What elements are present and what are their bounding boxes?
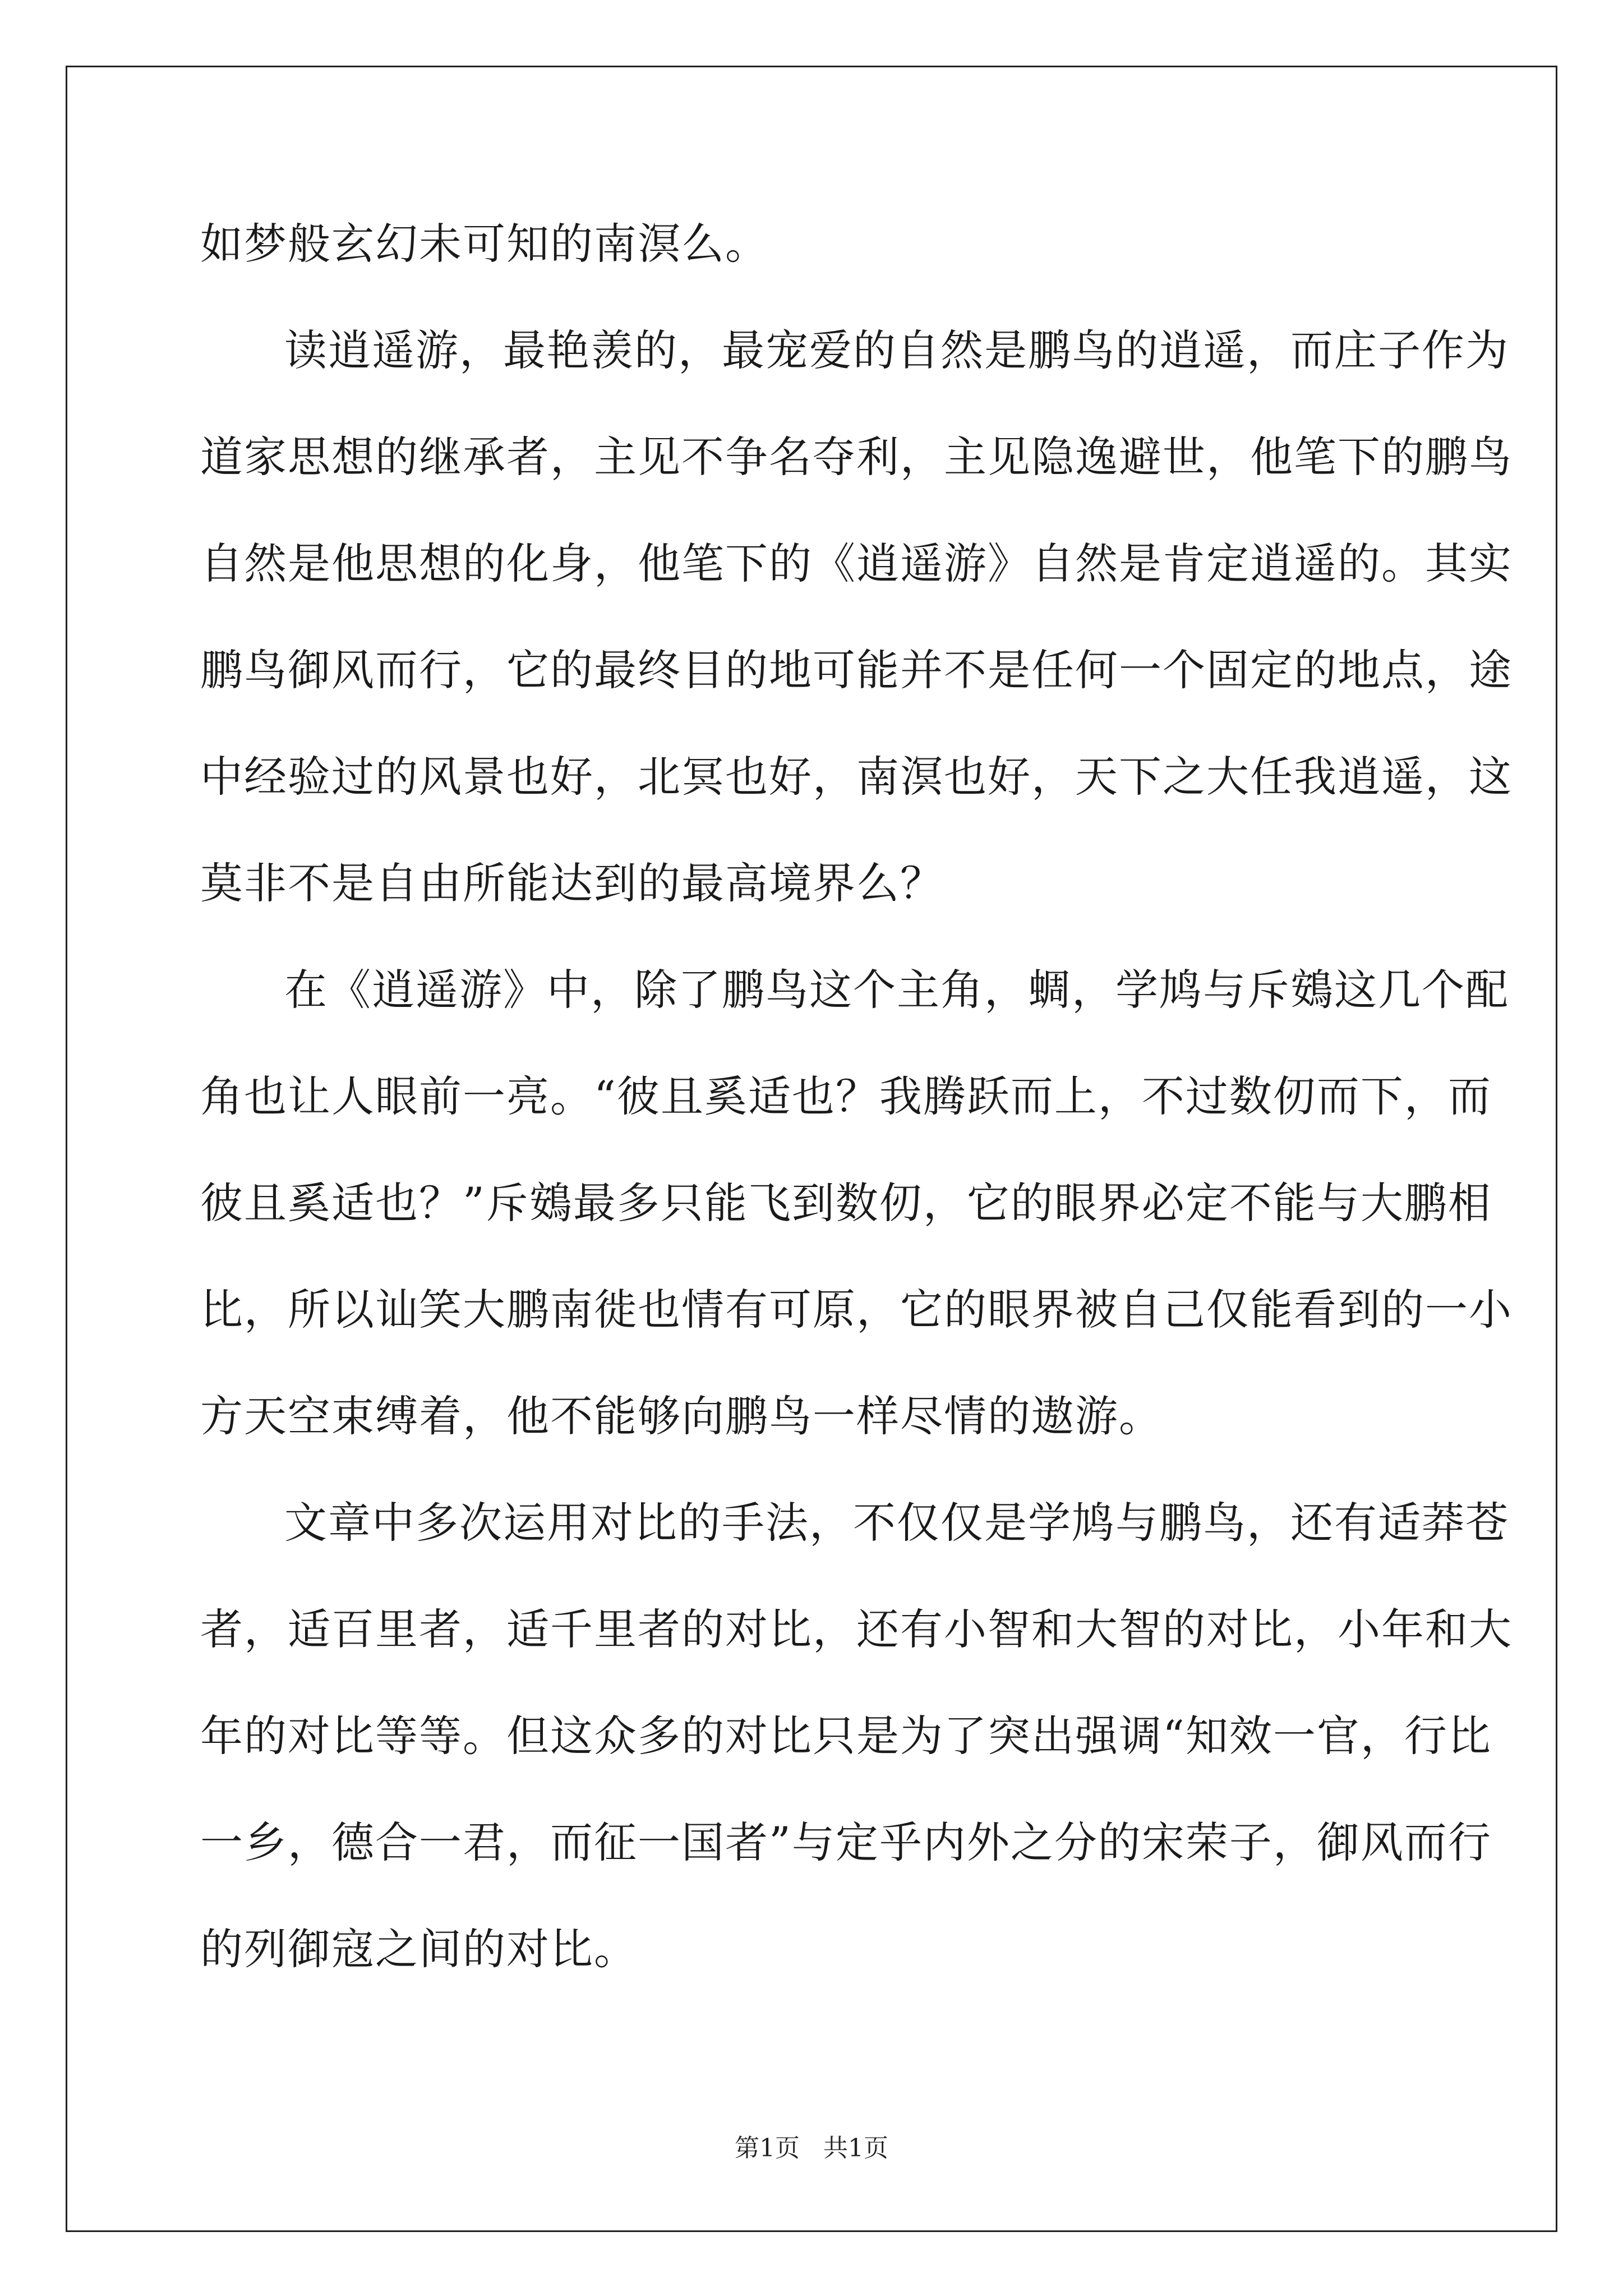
paragraph-start-line: 文章中多次运用对比的手法，不仅仅是学鸠与鹏鸟，还有适莽苍 — [284, 1498, 1509, 1548]
text-line: 角也让人眼前一亮。“彼且奚适也？我腾跃而上，不过数仞而下，而 — [200, 1071, 1492, 1121]
text-line: 彼且奚适也？”斥鴳最多只能飞到数仞，它的眼界必定不能与大鹏相 — [200, 1178, 1492, 1228]
paragraph-start-line: 读逍遥游，最艳羡的，最宠爱的自然是鹏鸟的逍遥，而庄子作为 — [284, 325, 1509, 375]
document-body — [200, 191, 1513, 2003]
paragraph-start-line: 在《逍遥游》中，除了鹏鸟这个主角，蜩，学鸠与斥鴳这几个配 — [284, 965, 1509, 1015]
page-footer — [0, 2132, 1623, 2165]
page-number-total: 共1页 — [823, 2134, 888, 2162]
text-line: 年的对比等等。但这众多的对比只是为了突出强调“知效一官，行比 — [200, 1711, 1492, 1761]
text-line: 者，适百里者，适千里者的对比，还有小智和大智的对比，小年和大 — [200, 1604, 1513, 1654]
text-line: 比，所以讪笑大鹏南徙也情有可原，它的眼界被自己仅能看到的一小 — [200, 1285, 1513, 1335]
text-line: 中经验过的风景也好，北冥也好，南溟也好，天下之大任我逍遥，这 — [200, 752, 1513, 802]
text-line: 方天空束缚着，他不能够向鹏鸟一样尽情的遨游。 — [200, 1391, 1163, 1441]
page-number-current: 第1页 — [735, 2134, 800, 2162]
text-line: 的列御寇之间的对比。 — [200, 1924, 638, 1974]
text-line: 鹏鸟御风而行，它的最终目的地可能并不是任何一个固定的地点，途 — [200, 645, 1513, 695]
text-line: 如梦般玄幻未可知的南溟么。 — [200, 219, 769, 269]
text-line: 一乡，德合一君，而征一国者”与定乎内外之分的宋荣子，御风而行 — [200, 1818, 1492, 1867]
text-line: 自然是他思想的化身，他笔下的《逍遥游》自然是肯定逍遥的。其实 — [200, 539, 1513, 588]
text-line: 道家思想的继承者，主见不争名夺利，主见隐逸避世，他笔下的鹏鸟 — [200, 432, 1513, 482]
text-line: 莫非不是自由所能达到的最高境界么？ — [200, 858, 944, 908]
